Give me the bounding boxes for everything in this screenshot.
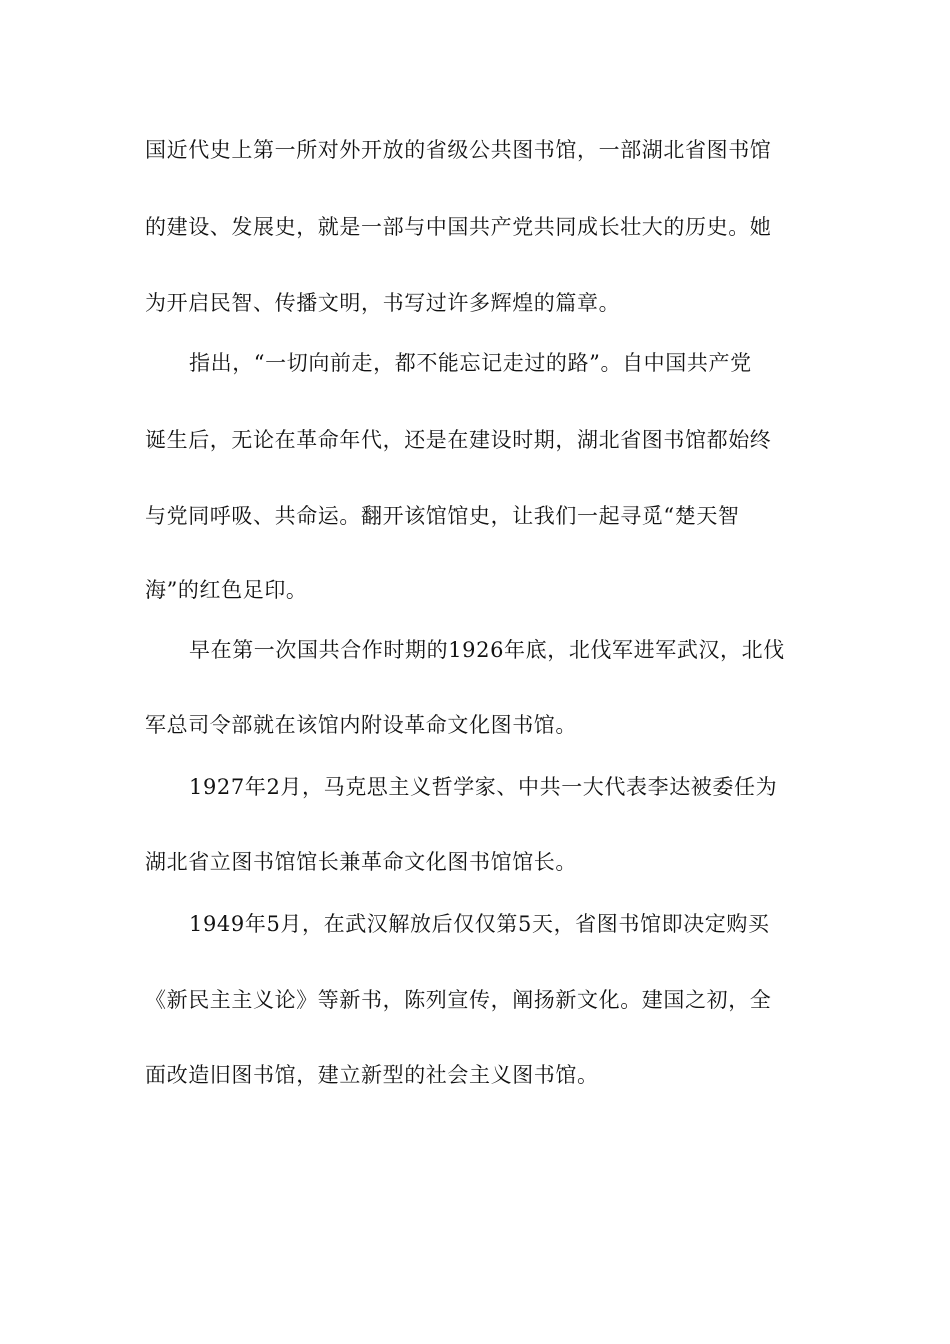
paragraph-line: 海”的红色足印。 (145, 578, 308, 602)
paragraph-line: 诞生后，无论在革命年代，还是在建设时期，湖北省图书馆都始终 (145, 428, 772, 452)
paragraph-line: 1949年5月，在武汉解放后仅仅第5天，省图书馆即决定购买 (189, 912, 770, 936)
paragraph-line: 为开启民智、传播文明，书写过许多辉煌的篇章。 (145, 291, 621, 315)
paragraph-line: 与党同呼吸、共命运。翻开该馆馆史，让我们一起寻觅“楚天智 (145, 504, 740, 528)
paragraph-line: 的建设、发展史，就是一部与中国共产党共同成长壮大的历史。她 (145, 215, 772, 239)
paragraph-line: 面改造旧图书馆，建立新型的社会主义图书馆。 (145, 1063, 599, 1087)
paragraph-line: 国近代史上第一所对外开放的省级公共图书馆，一部湖北省图书馆 (145, 138, 772, 162)
paragraph-line: 指出，“一切向前走，都不能忘记走过的路”。自中国共产党 (189, 351, 752, 375)
paragraph-line: 1927年2月，马克思主义哲学家、中共一大代表李达被委任为 (189, 775, 778, 799)
paragraph-line: 湖北省立图书馆馆长兼革命文化图书馆馆长。 (145, 850, 577, 874)
paragraph-line: 早在第一次国共合作时期的1926年底，北伐军进军武汉，北伐 (189, 638, 785, 662)
paragraph-line: 《新民主主义论》等新书，陈列宣传，阐扬新文化。建国之初，全 (145, 988, 772, 1012)
paragraph-line: 军总司令部就在该馆内附设革命文化图书馆。 (145, 713, 577, 737)
